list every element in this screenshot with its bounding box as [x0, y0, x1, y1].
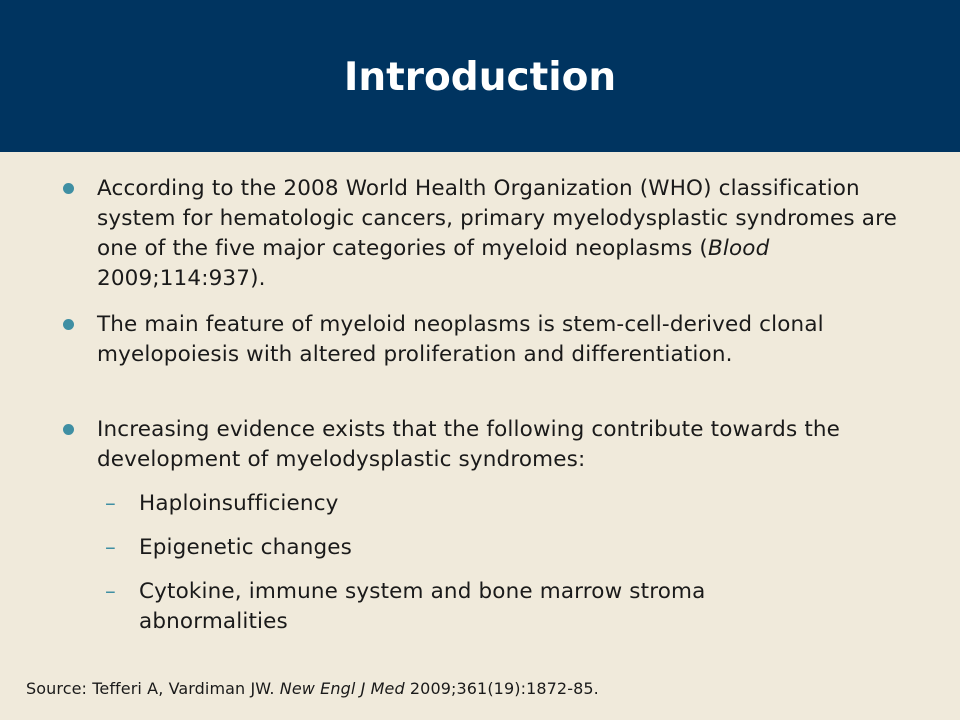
source-text: Source: Tefferi A, Vardiman JW. — [26, 679, 280, 698]
sub-item — [105, 489, 839, 519]
bullet-item — [97, 415, 897, 475]
sub-item — [105, 533, 839, 563]
dash-icon: – — [105, 579, 116, 604]
source-text: 2009;361(19):1872-85. — [404, 679, 599, 698]
bullet-item — [97, 174, 897, 294]
journal-name: Blood — [707, 236, 770, 261]
bullet-text: Increasing evidence exists that the following contribute towards the development of myelodysplastic syndromes: — [97, 417, 841, 472]
bullet-text: 2009;114:937). — [97, 266, 266, 291]
sub-item-text: Epigenetic changes — [139, 535, 353, 560]
bullet-dot-icon — [63, 424, 74, 435]
source-citation — [26, 677, 599, 701]
dash-icon: – — [105, 491, 116, 516]
bullet-dot-icon — [63, 183, 74, 194]
title-banner — [0, 0, 960, 152]
sub-item-text: Haploinsufficiency — [139, 491, 339, 516]
bullet-item — [97, 310, 897, 370]
sub-item — [105, 577, 839, 637]
journal-name: New Engl J Med — [279, 679, 405, 698]
bullet-dot-icon — [63, 319, 74, 330]
slide-title: Introduction — [343, 55, 617, 100]
bullet-text: According to the 2008 World Health Organization (WHO) classification system for hematologic cancers, primary myelodysplastic syndromes are one of the five major categories of myeloid neoplasms ( — [97, 176, 897, 261]
bullet-text: The main feature of myeloid neoplasms is stem-cell-derived clonal myelopoiesis with altered proliferation and differentiation. — [97, 312, 824, 367]
dash-icon: – — [105, 535, 116, 560]
sub-item-text: Cytokine, immune system and bone marrow stroma abnormalities — [139, 579, 706, 634]
